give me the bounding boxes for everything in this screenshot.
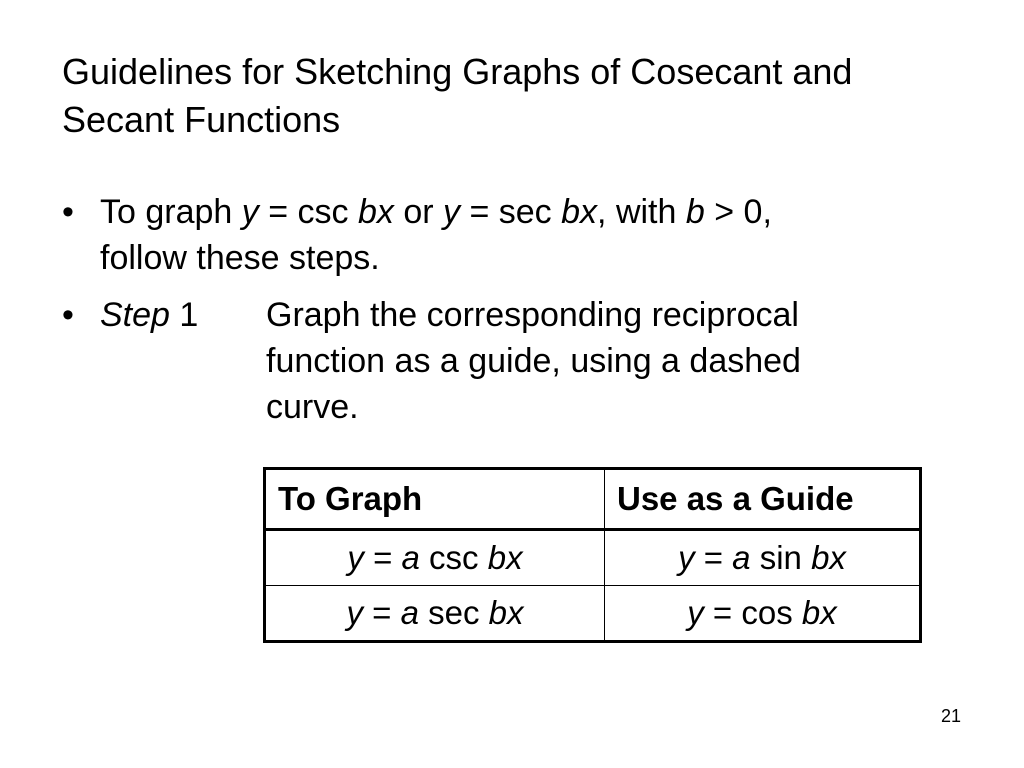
table-row [265,530,921,586]
var-bx: bx [488,594,524,631]
table-row [265,586,921,642]
var-y: y [678,539,695,576]
table-header-row [265,469,921,530]
intro-bx2: bx [561,193,598,231]
function-name: sec [418,594,489,631]
intro-eq-csc: = csc [258,193,358,231]
header-to-graph: To Graph [265,469,605,530]
function-name: cos [741,594,802,631]
function-name: csc [419,539,488,576]
var-bx: bx [487,539,523,576]
cell-guide [605,586,921,642]
slide-title [62,48,982,144]
intro-b: b [685,193,705,231]
intro-eq-sec: = sec [460,193,562,231]
guide-table [263,467,922,643]
var-bx: bx [811,539,846,576]
step-word: Step [100,296,170,334]
step-text-line-2: function as a guide, using a dashed [266,342,801,380]
bullet-dot: • [62,296,74,334]
header-use-as-guide: Use as a Guide [605,469,921,530]
var-y: y [347,539,364,576]
step-number: 1 [169,296,199,334]
var-a: a [400,594,419,631]
intro-y1: y [241,193,259,231]
equals-sign: = [363,539,402,576]
step-text-line-1: Graph the corresponding reciprocal [266,296,799,334]
cell-to-graph [265,586,605,642]
var-y: y [687,594,704,631]
cell-to-graph [265,530,605,586]
title-line-2: Secant Functions [62,99,341,140]
var-y: y [346,594,363,631]
bullet-step-1 [62,292,962,442]
intro-bx1: bx [357,193,394,231]
equals-sign: = [362,594,401,631]
function-name: sin [750,539,812,576]
equals-sign: = [694,539,733,576]
intro-or: or [393,193,444,231]
intro-y2: y [443,193,461,231]
bullet-intro-line-2: follow these steps. [100,239,380,277]
bullet-intro-text [100,189,960,281]
intro-gt-zero: > 0, [704,193,772,231]
step-text-line-3: curve. [266,388,359,426]
cell-guide [605,530,921,586]
bullet-intro-line-1 [100,189,960,235]
step-label [100,292,198,338]
bullet-dot: • [62,193,74,231]
var-bx: bx [801,594,837,631]
title-line-1: Guidelines for Sketching Graphs of Cosecant and [62,51,853,92]
equals-sign: = [703,594,742,631]
step-text [266,292,946,430]
var-a: a [732,539,751,576]
intro-to-graph: To graph [100,193,242,231]
page-number: 21 [940,706,961,726]
var-a: a [401,539,420,576]
intro-with: , with [597,193,686,231]
